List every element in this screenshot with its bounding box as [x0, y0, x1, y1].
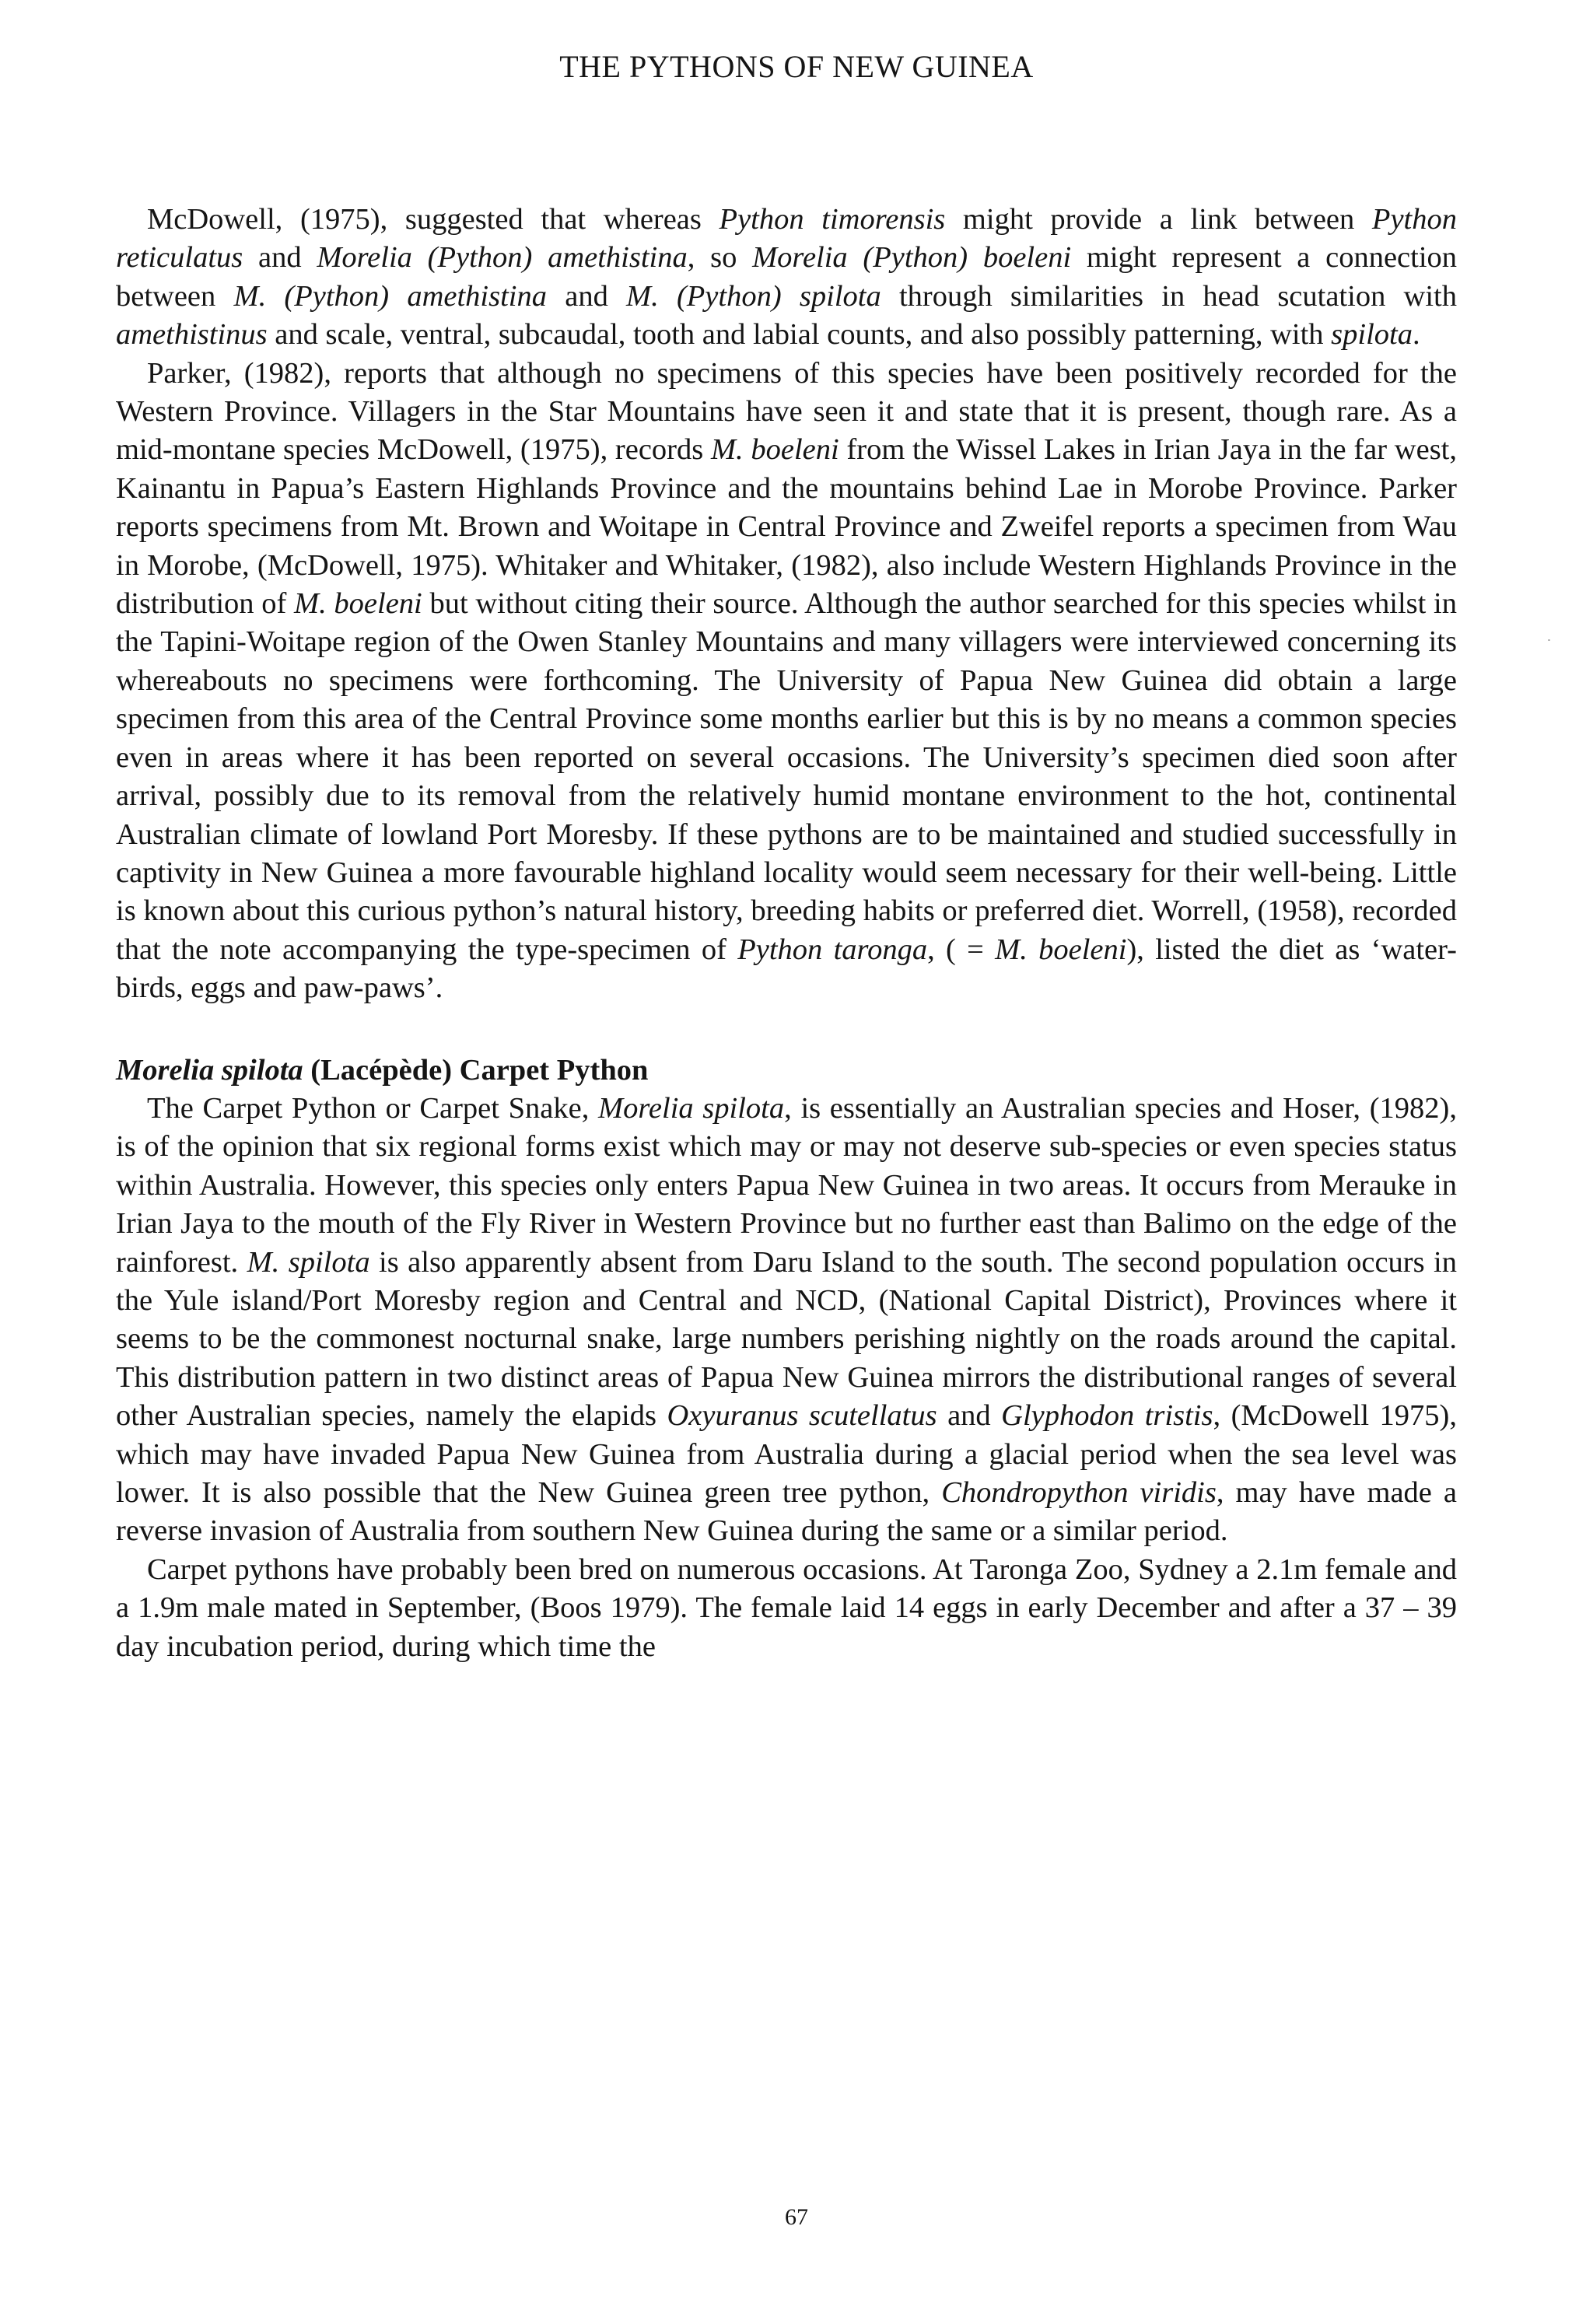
text-span: and — [937, 1399, 1002, 1433]
paragraph-boeleni-distribution — [116, 355, 1457, 1008]
paragraph-carpet-python-range — [116, 1090, 1457, 1551]
text-span: but without citing their source. Although the author searched for this species whilst in the Tapini-Woitape region of the Owen Stanley Mountains and many villagers were interviewed concerning its whereabouts no specimens were forthcoming. The University of Papua New Guinea did obtain a large specimen from this area of the Central Province some months earlier but this is by no means a common species even in areas where it has been reported on several occasions. The University’s specimen died soon after arrival, possibly due to its removal from the relatively humid montane environment to the hot, continental Australian climate of lowland Port Moresby. If these pythons are to be maintained and studied successfully in captivity in New Guinea a more favourable highland locality would seem necessary for their well-being. Little is known about this curious python’s natural history, breeding habits or preferred diet. Worrell, (1958), recorded that the note accompanying the type-specimen of — [116, 587, 1458, 966]
heading-species-name: Morelia spilota — [116, 1053, 303, 1087]
text-span: Carpet pythons have probably been bred on numerous occasions. At Taronga Zoo, Sydney a 2.1m female and a 1.9m male mated in September, (Boos 1979). The female laid 14 eggs in early December and after a 37 – 39 day incubation period, during which time the — [116, 1552, 1457, 1663]
text-span: through similarities in head scutation with — [881, 279, 1457, 313]
species-name: M. boeleni — [710, 433, 839, 467]
species-name: Morelia spilota — [598, 1091, 785, 1125]
species-name: M. spilota — [247, 1245, 370, 1279]
species-name: Python timorensis — [719, 203, 946, 236]
scan-speck — [1548, 639, 1550, 641]
heading-text: (Lacépède) Carpet Python — [303, 1053, 649, 1087]
species-name: Glyphodon tristis — [1001, 1399, 1213, 1433]
page-number: 67 — [785, 2204, 808, 2230]
species-name: M. (Python) amethistina — [233, 279, 547, 313]
section-gap — [116, 1008, 1457, 1052]
text-span: , so — [687, 241, 753, 275]
text-span: , may have made a reverse invasion of Australia from southern New Guinea during the same or a similar period. — [116, 1476, 1457, 1548]
text-span: McDowell, (1975), suggested that whereas — [147, 203, 719, 236]
species-name: M. boeleni — [294, 587, 422, 621]
species-name: spilota — [1331, 318, 1413, 352]
text-span: , (McDowell 1975), which may have invaded Papua New Guinea from Australia during a glacial period when the sea level was lower. It is also possible that the New Guinea green tree python, — [116, 1399, 1457, 1509]
text-span: and — [243, 241, 317, 275]
species-name: Python taronga — [737, 933, 928, 966]
body-text — [116, 201, 1457, 1666]
species-name: Chondropython viridis — [941, 1476, 1217, 1509]
species-name: Morelia (Python) boeleni — [752, 241, 1072, 275]
species-name: Python reticulatus — [116, 203, 1457, 275]
text-span: might represent a connection between — [116, 241, 1458, 313]
paragraph-boeleni-relations — [116, 201, 1457, 355]
species-name: M. boeleni — [995, 933, 1127, 966]
text-span: ), listed the diet as ‘water-birds, eggs and paw-paws’. — [116, 933, 1457, 1005]
species-name: Oxyuranus scutellatus — [667, 1399, 937, 1433]
text-span: The Carpet Python or Carpet Snake, — [147, 1091, 599, 1125]
text-span: , ( = — [927, 933, 996, 966]
text-span: from the Wissel Lakes in Irian Jaya in the far west, Kainantu in Papua’s Eastern Highlands Province and the mountains behind Lae in Morobe Province. Parker reports specimens from Mt. Brown and Woitape in Central Province and Zweifel reports a specimen from Wau in Morobe, (McDowell, 1975). Whitaker and Whitaker, (1982), also include Western Highlands Province in the distribution of — [116, 433, 1457, 621]
text-span: . — [1413, 318, 1420, 352]
running-head: THE PYTHONS OF NEW GUINEA — [559, 49, 1034, 84]
text-span: and scale, ventral, subcaudal, tooth and labial counts, and also possibly patterning, with — [267, 318, 1332, 352]
text-span: and — [547, 279, 627, 313]
text-span: might provide a link between — [945, 203, 1372, 236]
section-heading-carpet-python — [116, 1052, 1457, 1090]
species-name: amethistinus — [116, 318, 268, 352]
species-name: Morelia (Python) amethistina — [317, 241, 688, 275]
text-span: Parker, (1982), reports that although no specimens of this species have been positively recorded for the Western Province. Villagers in the Star Mountains have seen it and state that it is present, though rare. As a mid-montane species McDowell, (1975), records — [116, 356, 1457, 467]
paragraph-carpet-python-breeding — [116, 1551, 1457, 1666]
text-span: is also apparently absent from Daru Island to the south. The second population occurs in the Yule island/Port Moresby region and Central and NCD, (National Capital District), Provinces where it seems to be the commonest nocturnal snake, large numbers perishing nightly on the roads around the capital. This distribution pattern in two distinct areas of Papua New Guinea mirrors the distributional ranges of several other Australian species, namely the elapids — [116, 1245, 1457, 1433]
species-name: M. (Python) spilota — [626, 279, 881, 313]
text-span: , is essentially an Australian species and Hoser, (1982), is of the opinion that six regional forms exist which may or may not deserve sub-species or even species status within Australia. However, this species only enters Papua New Guinea in two areas. It occurs from Merauke in Irian Jaya to the mouth of the Fly River in Western Province but no further east than Balimo on the edge of the rainforest. — [116, 1091, 1457, 1279]
